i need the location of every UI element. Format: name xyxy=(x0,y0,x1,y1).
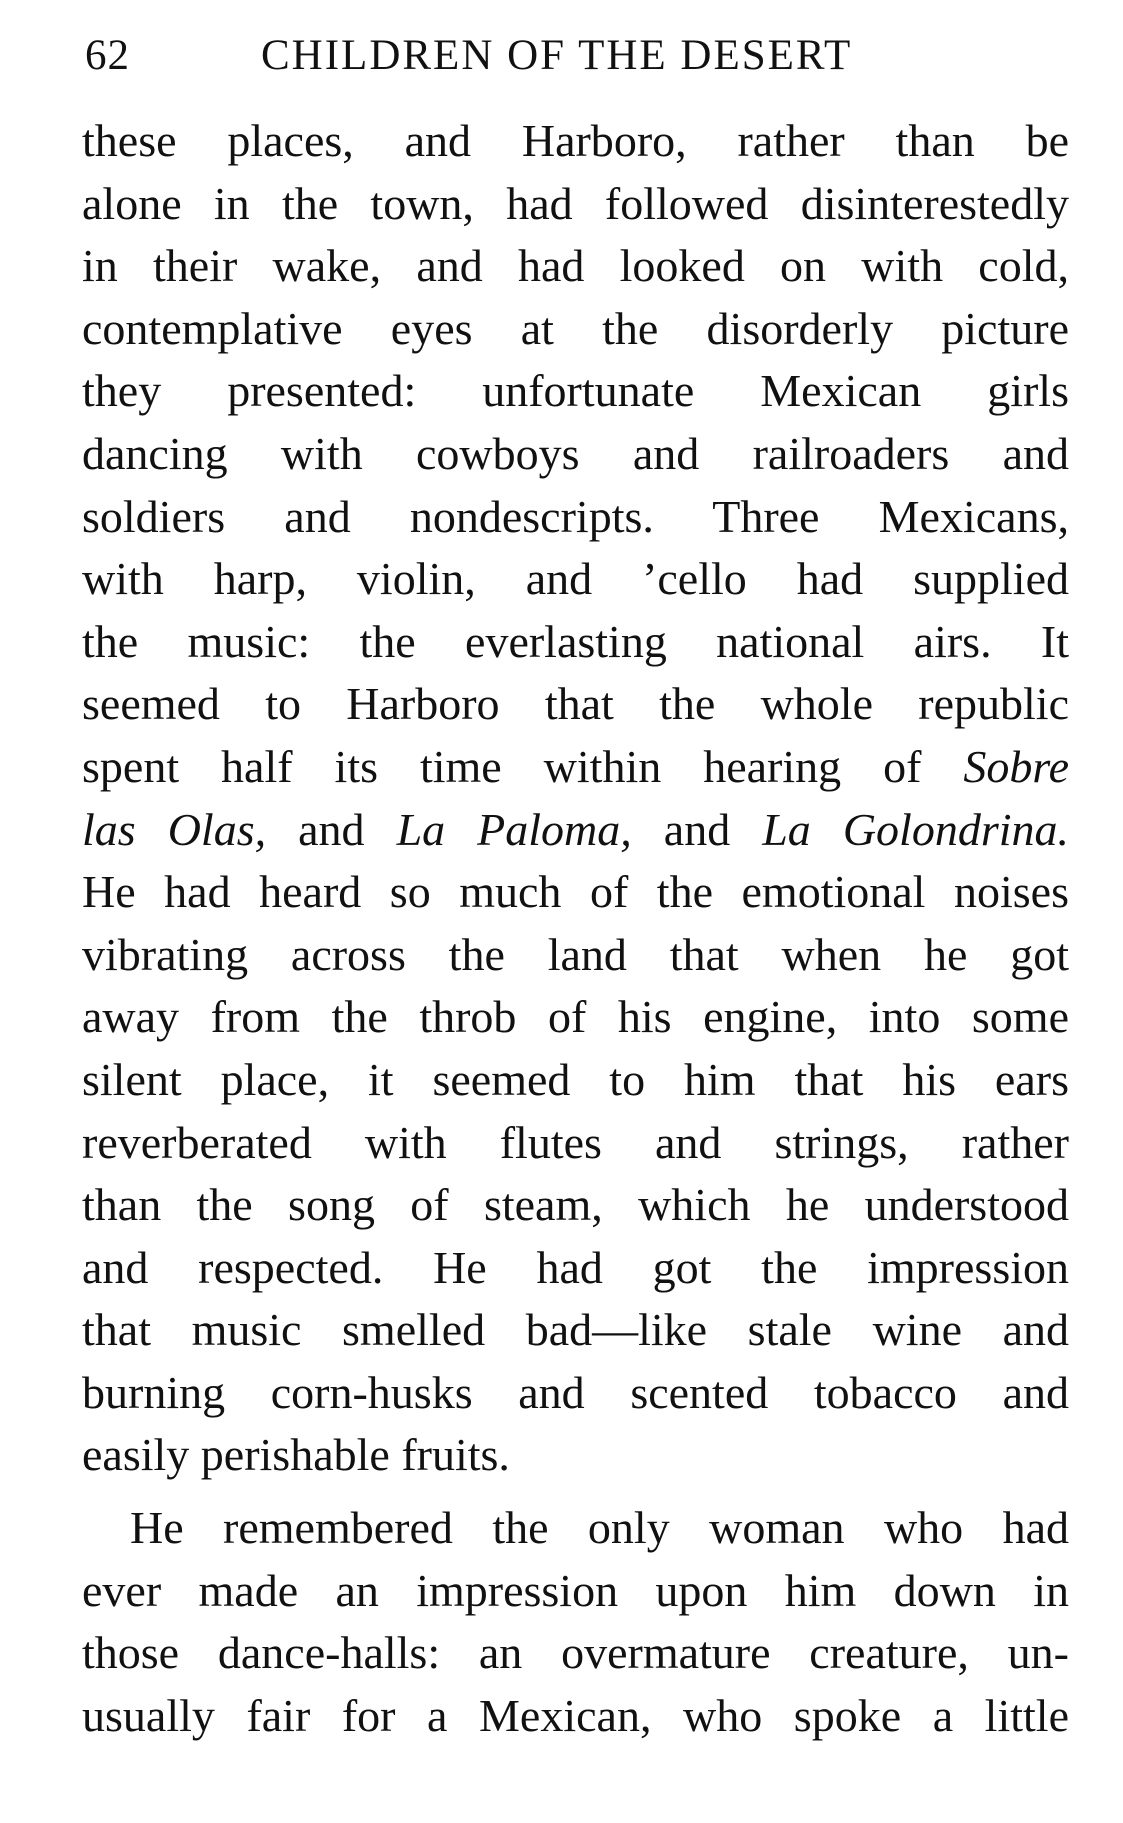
text-line: silent place, it seemed to him that his ears xyxy=(82,1053,1069,1105)
text-line: and respected. He had got the impression xyxy=(82,1241,1069,1293)
text-line xyxy=(82,799,1069,862)
text-line: the music: the everlasting national airs. It xyxy=(82,615,1069,667)
text-line: vibrating across the land that when he got xyxy=(82,928,1069,980)
text-line: they presented: unfortunate Mexican girls xyxy=(82,365,1069,417)
text-line: He remembered the only woman who had xyxy=(130,1502,1069,1554)
text-line: ever made an impression upon him down in xyxy=(82,1564,1069,1616)
running-head xyxy=(85,26,935,86)
paragraph xyxy=(82,110,1069,1487)
text-line: soldiers and nondescripts. Three Mexicans, xyxy=(82,490,1069,542)
text-line: usually fair for a Mexican, who spoke a little xyxy=(82,1689,1069,1741)
text-line: away from the throb of his engine, into some xyxy=(82,991,1069,1043)
text-line: with harp, violin, and ’cello had supplied xyxy=(82,553,1069,605)
text-line: those dance-halls: an overmature creature, un- xyxy=(82,1627,1069,1679)
text-line: in their wake, and had looked on with cold, xyxy=(82,240,1069,292)
text-line: burning corn-husks and scented tobacco and xyxy=(82,1366,1069,1418)
text-line: easily perishable fruits. xyxy=(82,1429,510,1481)
text-run: and xyxy=(631,803,763,855)
text-line: reverberated with flutes and strings, rather xyxy=(82,1116,1069,1168)
paragraph-gap xyxy=(82,1487,1069,1497)
text-run: spent half its time within hearing of xyxy=(82,740,964,792)
text-line xyxy=(82,736,1069,799)
text-run: and xyxy=(266,803,397,855)
italic-title-las-olas: las Olas, xyxy=(82,803,267,855)
text-line: these places, and Harboro, rather than be xyxy=(82,115,1069,166)
body-text xyxy=(82,110,1069,1747)
italic-title-la-golondrina: La Golondrina. xyxy=(762,803,1069,855)
paragraph xyxy=(82,1497,1069,1747)
text-line: seemed to Harboro that the whole republic xyxy=(82,678,1069,730)
text-line: alone in the town, had followed disinterestedly xyxy=(82,177,1069,229)
italic-title-sobre: Sobre xyxy=(963,740,1069,792)
page-number: 62 xyxy=(85,32,130,79)
running-title: CHILDREN OF THE DESERT xyxy=(261,32,853,79)
text-line: He had heard so much of the emotional noises xyxy=(82,866,1069,918)
text-line: contemplative eyes at the disorderly picture xyxy=(82,302,1069,354)
text-line: than the song of steam, which he understood xyxy=(82,1179,1069,1231)
text-line: dancing with cowboys and railroaders and xyxy=(82,427,1069,479)
text-line: that music smelled bad—like stale wine and xyxy=(82,1304,1069,1356)
italic-title-la-paloma: La Paloma, xyxy=(396,803,632,855)
